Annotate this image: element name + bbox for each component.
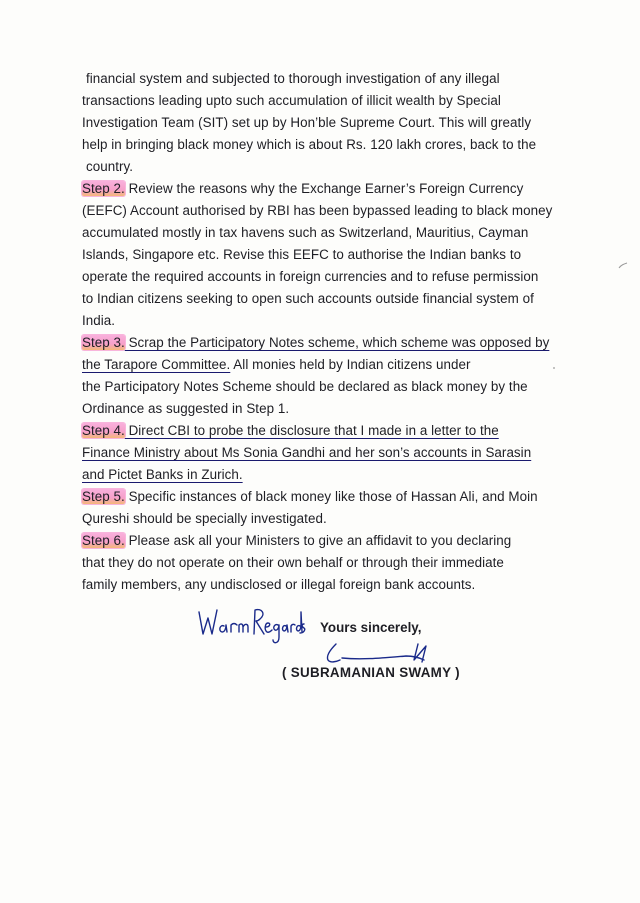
- body-line: family members, any undisclosed or illegal foreign bank accounts.: [82, 577, 476, 592]
- closing-line: Yours sincerely,: [320, 620, 422, 635]
- letter-body: [82, 68, 582, 596]
- scan-mark: [618, 262, 628, 270]
- step-label: Step 2.: [82, 181, 125, 196]
- body-line: [82, 464, 582, 486]
- step-text-underlined: and Pictet Banks in Zurich.: [82, 467, 243, 482]
- body-line: the Participatory Notes Scheme should be declared as black money by the: [82, 379, 528, 394]
- step-5: [82, 486, 582, 508]
- scan-mark: [552, 366, 556, 370]
- handwritten-regards: [196, 604, 306, 650]
- step-label: Step 4.: [82, 423, 125, 438]
- step-text: Review the reasons why the Exchange Earner’s Foreign Currency: [124, 181, 524, 196]
- body-line: Ordinance as suggested in Step 1.: [82, 401, 290, 416]
- body-line: [82, 442, 582, 464]
- step-text: Please ask all your Ministers to give an affidavit to you declaring: [124, 533, 512, 548]
- step-2: [82, 178, 582, 200]
- step-text-underlined: Scrap the Participatory Notes scheme, which scheme was opposed by: [124, 335, 550, 350]
- step-label: Step 5.: [82, 489, 125, 504]
- step-label: Step 6.: [82, 533, 125, 548]
- body-line: Qureshi should be specially investigated.: [82, 511, 327, 526]
- step-3: [82, 332, 582, 354]
- step-text: All monies held by Indian citizens under: [230, 357, 471, 372]
- step-text-underlined: Direct CBI to probe the disclosure that I made in a letter to the: [124, 423, 499, 438]
- body-line: [82, 354, 582, 376]
- body-line: financial system and subjected to thorough investigation of any illegal: [86, 71, 500, 86]
- body-line: Investigation Team (SIT) set up by Hon’ble Supreme Court. This will greatly: [82, 115, 532, 130]
- step-4: [82, 420, 582, 442]
- step-6: [82, 530, 582, 552]
- body-line: Islands, Singapore etc. Revise this EEFC to authorise the Indian banks to: [82, 247, 522, 262]
- step-text-underlined: Finance Ministry about Ms Sonia Gandhi and her son’s accounts in Sarasin: [82, 445, 532, 460]
- step-text: Specific instances of black money like those of Hassan Ali, and Moin: [124, 489, 538, 504]
- body-line: accumulated mostly in tax havens such as Switzerland, Mauritius, Cayman: [82, 225, 529, 240]
- signatory-name: ( SUBRAMANIAN SWAMY ): [282, 665, 460, 680]
- body-line: country.: [86, 159, 134, 174]
- body-line: (EEFC) Account authorised by RBI has been bypassed leading to black money: [82, 203, 553, 218]
- body-line: India.: [82, 313, 116, 328]
- step-label: Step 3.: [82, 335, 125, 350]
- body-line: operate the required accounts in foreign currencies and to refuse permission: [82, 269, 539, 284]
- body-line: transactions leading upto such accumulation of illicit wealth by Special: [82, 93, 501, 108]
- body-line: that they do not operate on their own behalf or through their immediate: [82, 555, 504, 570]
- step-text-underlined: the Tarapore Committee.: [82, 357, 231, 372]
- body-line: to Indian citizens seeking to open such accounts outside financial system of: [82, 291, 534, 306]
- body-line: help in bringing black money which is about Rs. 120 lakh crores, back to the: [82, 137, 537, 152]
